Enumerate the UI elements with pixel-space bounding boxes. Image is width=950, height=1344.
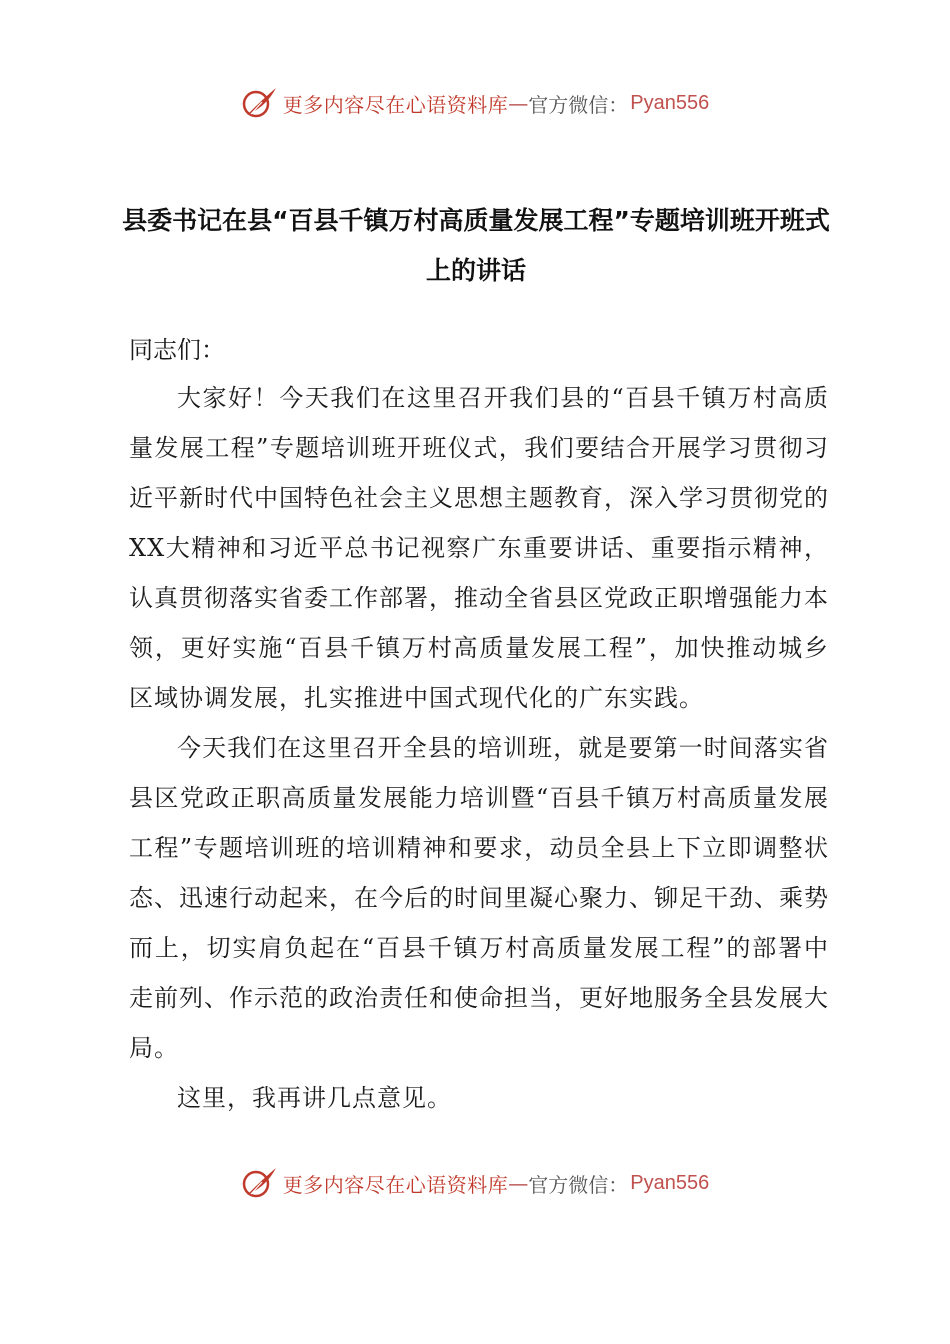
wechat-account: Pyan556: [630, 91, 710, 114]
separator-dash: —: [508, 91, 529, 115]
wechat-label: 官方微信：: [528, 92, 629, 117]
separator-dash: —: [508, 1171, 529, 1195]
paragraph-2: 今天我们在这里召开全县的培训班，就是要第一时间落实省县区党政正职高质量发展能力培训暨“百县千镇万村高质量发展工程”专题培训班的培训精神和要求，动员全县上下立即调整状态、迅速行动起来，在今后的时间里凝心聚力、铆足干劲、乘势而上，切实肩负起在“百县千镇万村高质量发展工程”的部署中走前列、作示范的政治责任和使命担当，更好地服务全县发展大局。: [129, 734, 829, 1062]
header-watermark-banner: [0, 83, 950, 123]
document-title: 县委书记在县“百县千镇万村高质量发展工程”专题培训班开班式上的讲话: [122, 206, 830, 285]
brand-text: 更多内容尽在心语资料库: [282, 1172, 509, 1197]
paragraph-3: 这里，我再讲几点意见。: [177, 1084, 452, 1112]
paragraph-1: 大家好！今天我们在这里召开我们县的“百县千镇万村高质量发展工程”专题培训班开班仪式，我们要结合开展学习贯彻习近平新时代中国特色社会主义思想主题教育，深入学习贯彻党的XX大精神和习近平总书记视察广东重要讲话、重要指示精神，认真贯彻落实省委工作部署，推动全省县区党政正职增强能力本领，更好实施“百县千镇万村高质量发展工程”，加快推动城乡区域协调发展，扎实推进中国式现代化的广东实践。: [129, 384, 829, 712]
wechat-account: Pyan556: [630, 1171, 710, 1194]
quill-pen-logo-icon: [241, 1165, 279, 1201]
quill-pen-logo-icon: [241, 85, 279, 121]
brand-text: 更多内容尽在心语资料库: [282, 92, 509, 117]
wechat-label: 官方微信：: [528, 1172, 629, 1197]
document-body: [129, 373, 829, 1123]
greeting: 同志们：: [129, 336, 225, 364]
footer-watermark-banner: [0, 1163, 950, 1203]
